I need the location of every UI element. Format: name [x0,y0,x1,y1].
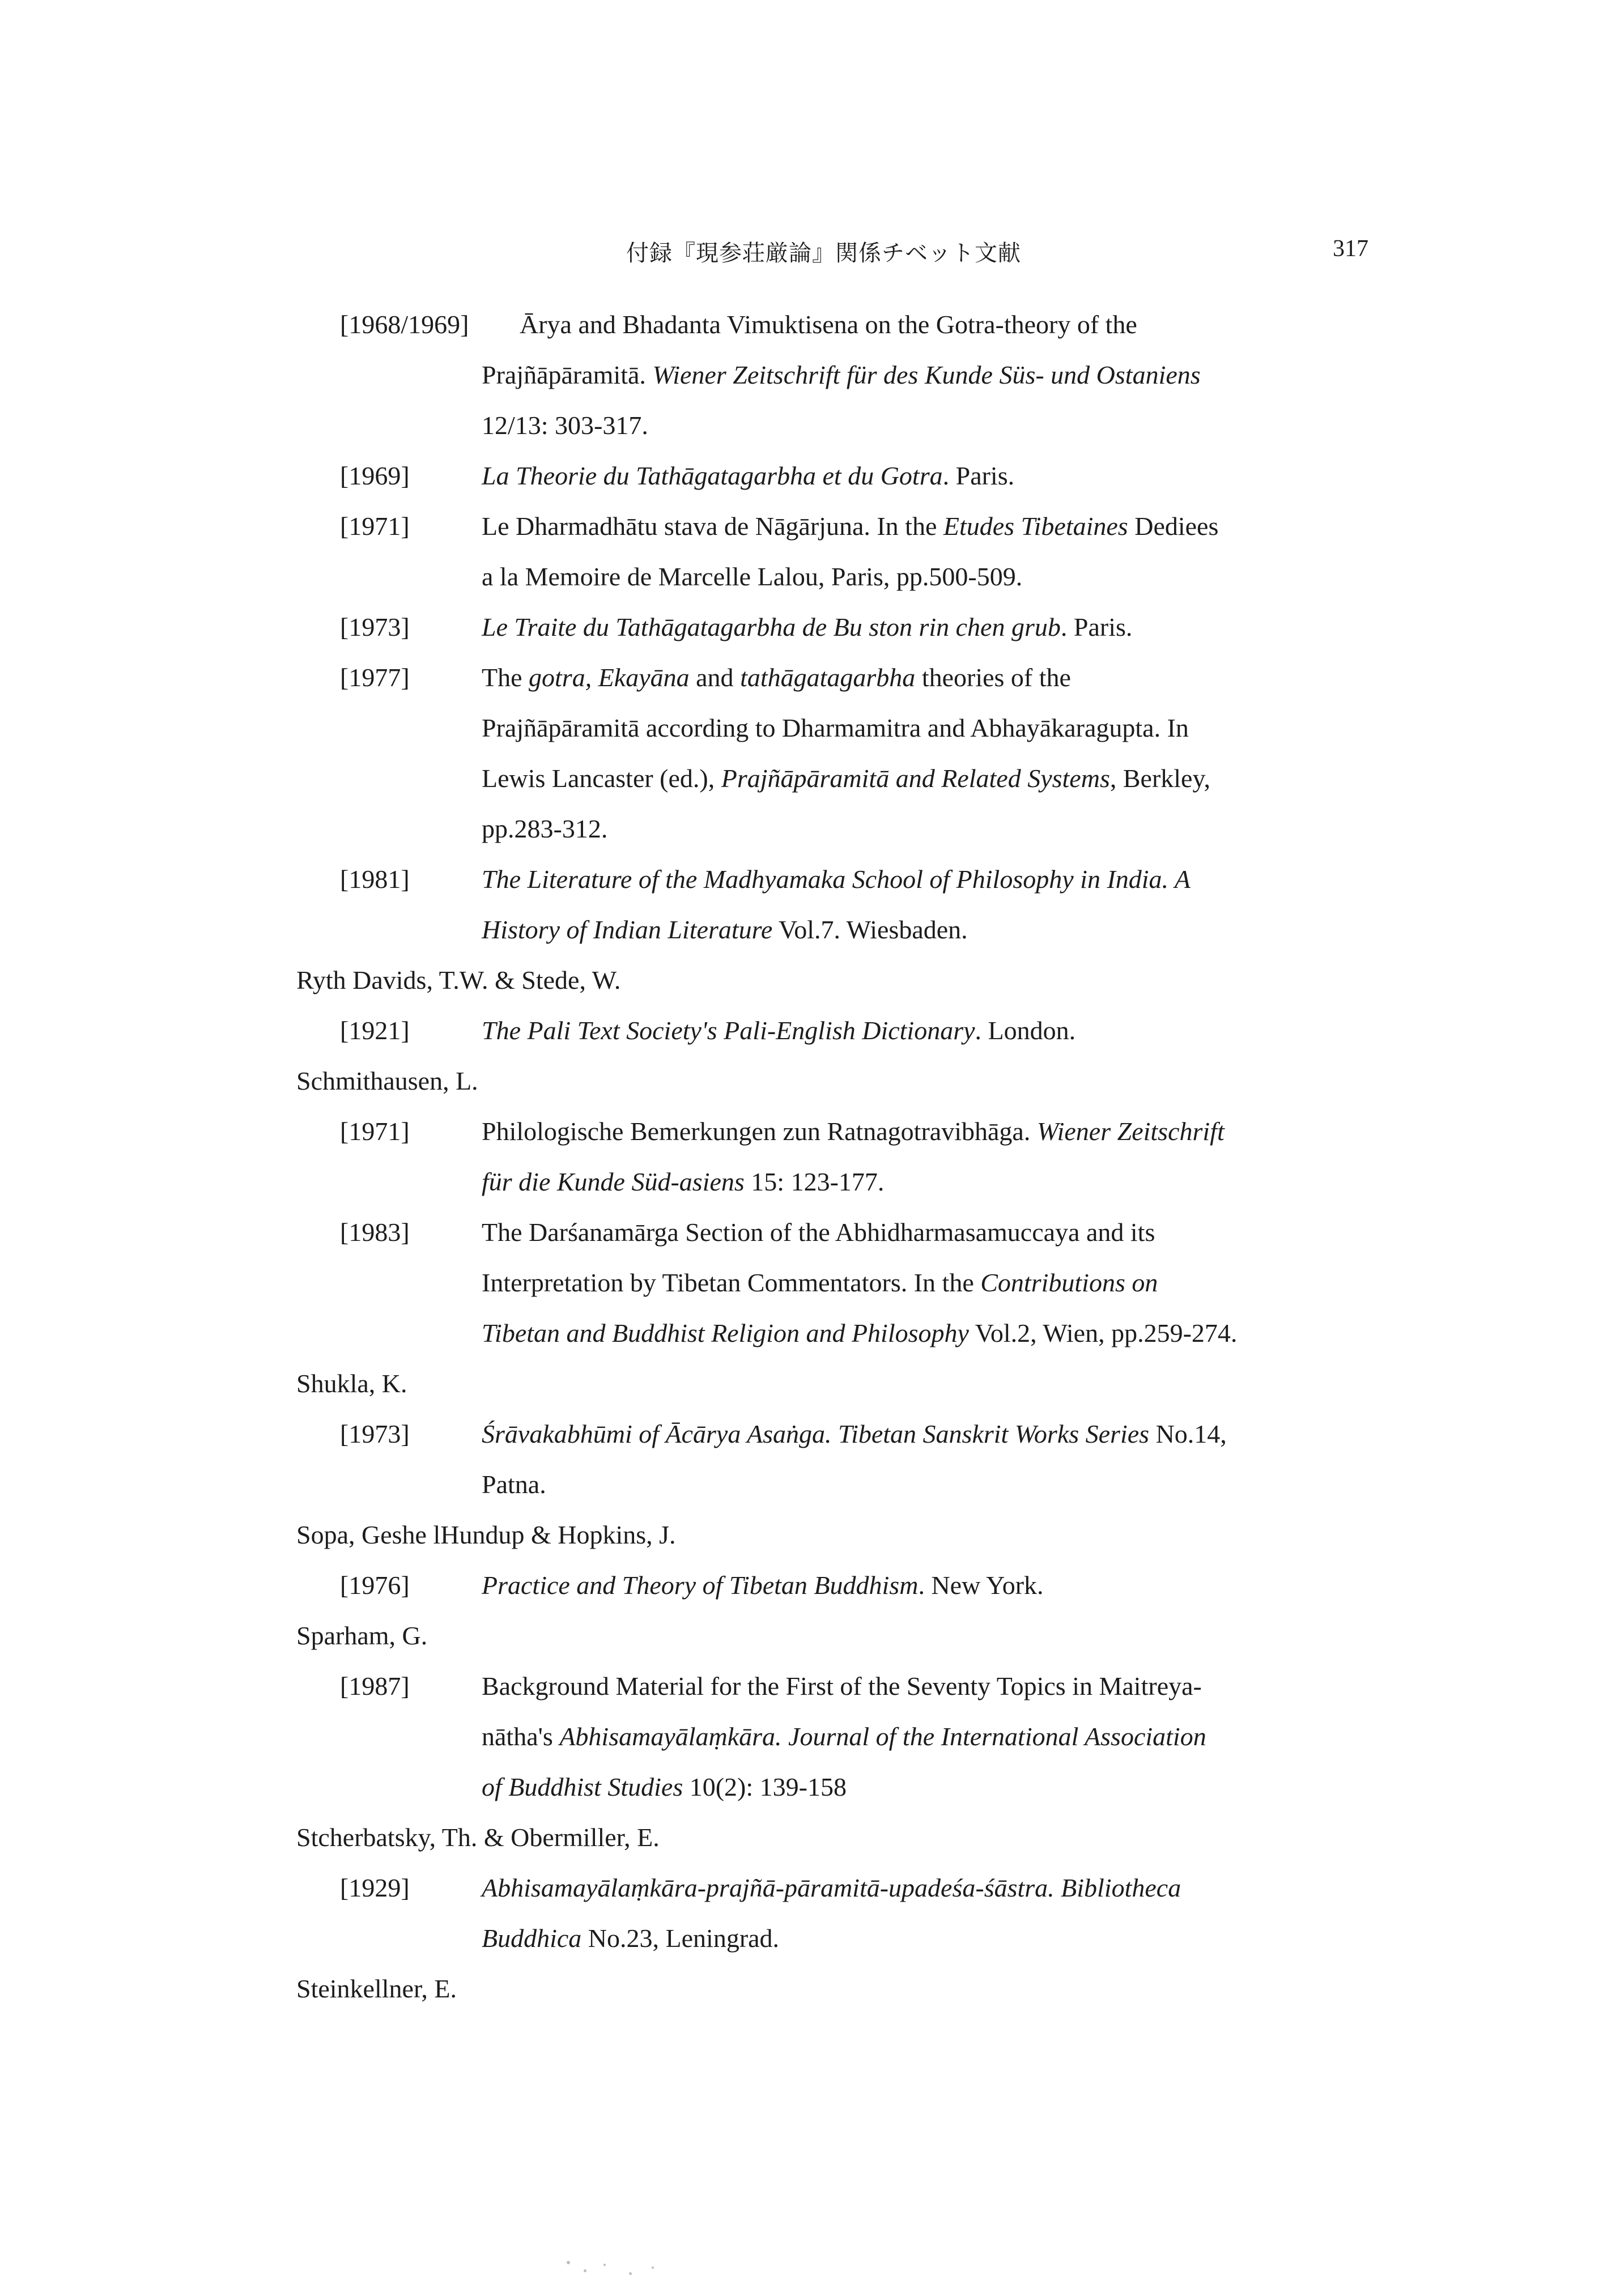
text-segment: Vol.2, Wien, pp.259-274. [968,1319,1238,1347]
text-segment: Lewis Lancaster (ed.), [482,764,721,793]
text-segment: The Darśanamārga Section of the Abhidharmasamuccaya and its [482,1218,1155,1247]
italic-segment: Prajñāpāramitā and Related Systems [721,764,1110,793]
bib-line [482,703,1388,753]
bib-entry [0,1560,1624,1610]
bib-text [482,299,1388,450]
bib-line [482,1409,1388,1459]
bib-text [482,1207,1388,1358]
bib-year: [1983] [340,1218,410,1247]
scan-speck [567,2261,570,2264]
text-segment: theories of the [915,663,1071,692]
italic-segment: La Theorie du Tathāgatagarbha et du Gotra [482,461,943,490]
bib-text [482,652,1388,854]
text-segment: pp.283-312. [482,814,608,843]
bibliography-list [0,299,1624,2014]
italic-segment: gotra, Ekayāna [529,663,690,692]
running-header: 付録『現参荘厳論』関係チベット文献 [626,240,1021,266]
bib-text [482,854,1388,955]
italic-segment: Etudes Tibetaines [943,512,1128,541]
bib-line [482,904,1388,955]
bib-line [482,400,1388,450]
scan-speck [603,2264,606,2266]
bib-entry [0,501,1624,602]
text-segment: , Berkley, [1109,764,1210,793]
bib-entry [0,299,1624,450]
text-segment: 12/13: 303-317. [482,411,648,440]
text-segment: Ārya and Bhadanta Vimuktisena on the Gotra-theory of the [520,310,1137,339]
italic-segment: Abhisamayālaṃkāra. Journal of the International Association [559,1722,1206,1751]
text-segment: . Paris. [1060,613,1133,641]
bib-entry [0,1005,1624,1056]
bib-year: [1977] [340,663,410,692]
page-number: 317 [1333,236,1368,262]
bib-line [482,1913,1388,1963]
bib-line [482,1207,1388,1257]
bib-line [482,1863,1388,1913]
italic-segment: Le Traite du Tathāgatagarbha de Bu ston rin chen grub [482,613,1061,641]
bib-author: Schmithausen, L. [296,1066,478,1095]
bib-line [482,753,1388,803]
bib-line [482,1459,1388,1510]
bib-line [482,1711,1388,1762]
text-segment: . Paris. [942,461,1015,490]
scan-speck [584,2269,586,2272]
italic-segment: Practice and Theory of Tibetan Buddhism [482,1571,919,1600]
bib-year: [1987] [340,1672,410,1700]
text-segment: Prajñāpāramitā according to Dharmamitra and Abhayākaragupta. In [482,713,1189,742]
text-segment: Vol.7. Wiesbaden. [772,915,968,944]
italic-segment: History of Indian Literature [482,915,773,944]
bib-year: [1929] [340,1873,410,1902]
text-segment: Interpretation by Tibetan Commentators. In the [482,1268,981,1297]
bib-line [482,1308,1388,1358]
bib-entry [0,450,1624,501]
italic-segment: Tibetan and Buddhist Religion and Philosophy [482,1319,969,1347]
bib-text [482,1409,1388,1510]
text-segment: No.14, [1149,1419,1227,1448]
scan-speck [629,2272,632,2275]
italic-segment: für die Kunde Süd-asiens [482,1167,745,1196]
bib-entry [0,1409,1624,1510]
bib-line [482,350,1388,400]
text-segment: Dediees [1128,512,1219,541]
bib-line [482,1762,1388,1812]
italic-segment: Wiener Zeitschrift [1036,1117,1225,1146]
bib-text [482,602,1388,652]
text-segment: nātha's [482,1722,560,1751]
bib-year: [1971] [340,1117,410,1146]
bib-line [482,450,1388,501]
bib-year: [1971] [340,512,410,541]
bib-entry [0,1661,1624,1812]
text-segment: Philologische Bemerkungen zun Ratnagotravibhāga. [482,1117,1037,1146]
bib-line [482,854,1388,904]
italic-segment: Abhisamayālaṃkāra-prajñā-pāramitā-upadeśa-śāstra. Bibliotheca [482,1873,1181,1902]
bib-line [482,1661,1388,1711]
bib-year: [1969] [340,461,410,490]
bib-entry [0,1207,1624,1358]
text-segment: Prajñāpāramitā. [482,360,653,389]
text-segment: a la Memoire de Marcelle Lalou, Paris, pp.500-509. [482,562,1023,591]
bib-author: Shukla, K. [296,1369,407,1398]
bib-author: Sparham, G. [296,1621,428,1650]
bib-entry [0,652,1624,854]
bib-text [482,1661,1388,1812]
bib-text [482,1863,1388,1963]
bib-entry [0,1863,1624,1963]
italic-segment: tathāgatagarbha [740,663,916,692]
bib-line [482,652,1388,703]
text-segment: No.23, Leningrad. [581,1924,780,1953]
bib-year: [1973] [340,1419,410,1448]
bib-line [482,551,1388,602]
bib-line [482,1560,1388,1610]
text-segment: . New York. [918,1571,1044,1600]
bib-entry [0,854,1624,955]
bib-line [482,1106,1388,1156]
text-segment: Le Dharmadhātu stava de Nāgārjuna. In the [482,512,943,541]
bib-text [482,501,1388,602]
bib-line [482,1156,1388,1207]
bib-line [482,602,1388,652]
bib-text [482,1560,1388,1610]
bib-line [482,1257,1388,1308]
bib-entry [0,1106,1624,1207]
bib-text [482,1106,1388,1207]
text-segment: and [689,663,741,692]
italic-segment: Śrāvakabhūmi of Ācārya Asaṅga. Tibetan Sanskrit Works Series [482,1419,1150,1448]
bib-year: [1981] [340,865,410,894]
italic-segment: of Buddhist Studies [482,1772,683,1801]
italic-segment: The Literature of the Madhyamaka School of Philosophy in India. A [482,865,1191,894]
scan-speck [652,2267,654,2269]
bib-text [482,450,1388,501]
italic-segment: The Pali Text Society's Pali-English Dictionary [482,1016,975,1045]
bib-line [482,1005,1388,1056]
text-segment: . London. [975,1016,1076,1045]
bib-author: Stcherbatsky, Th. & Obermiller, E. [296,1823,660,1852]
bib-author: Sopa, Geshe lHundup & Hopkins, J. [296,1520,676,1549]
bib-year: [1921] [340,1016,410,1045]
bib-year: [1973] [340,613,410,641]
bib-line [520,299,1388,350]
bib-author: Steinkellner, E. [296,1974,457,2003]
text-segment: 15: 123-177. [744,1167,885,1196]
italic-segment: Contributions on [980,1268,1158,1297]
bib-entry [0,602,1624,652]
text-segment: Patna. [482,1470,546,1499]
text-segment: The [482,663,529,692]
italic-segment: Wiener Zeitschrift für des Kunde Süs- und Ostaniens [652,360,1201,389]
bib-author: Ryth Davids, T.W. & Stede, W. [296,966,621,994]
bib-line [482,803,1388,854]
bib-text [482,1005,1388,1056]
text-segment: 10(2): 139-158 [683,1772,847,1801]
bib-year: [1976] [340,1571,410,1600]
bib-year: [1968/1969] [340,310,469,339]
bib-line [482,501,1388,551]
italic-segment: Buddhica [482,1924,582,1953]
text-segment: Background Material for the First of the Seventy Topics in Maitreya- [482,1672,1202,1700]
